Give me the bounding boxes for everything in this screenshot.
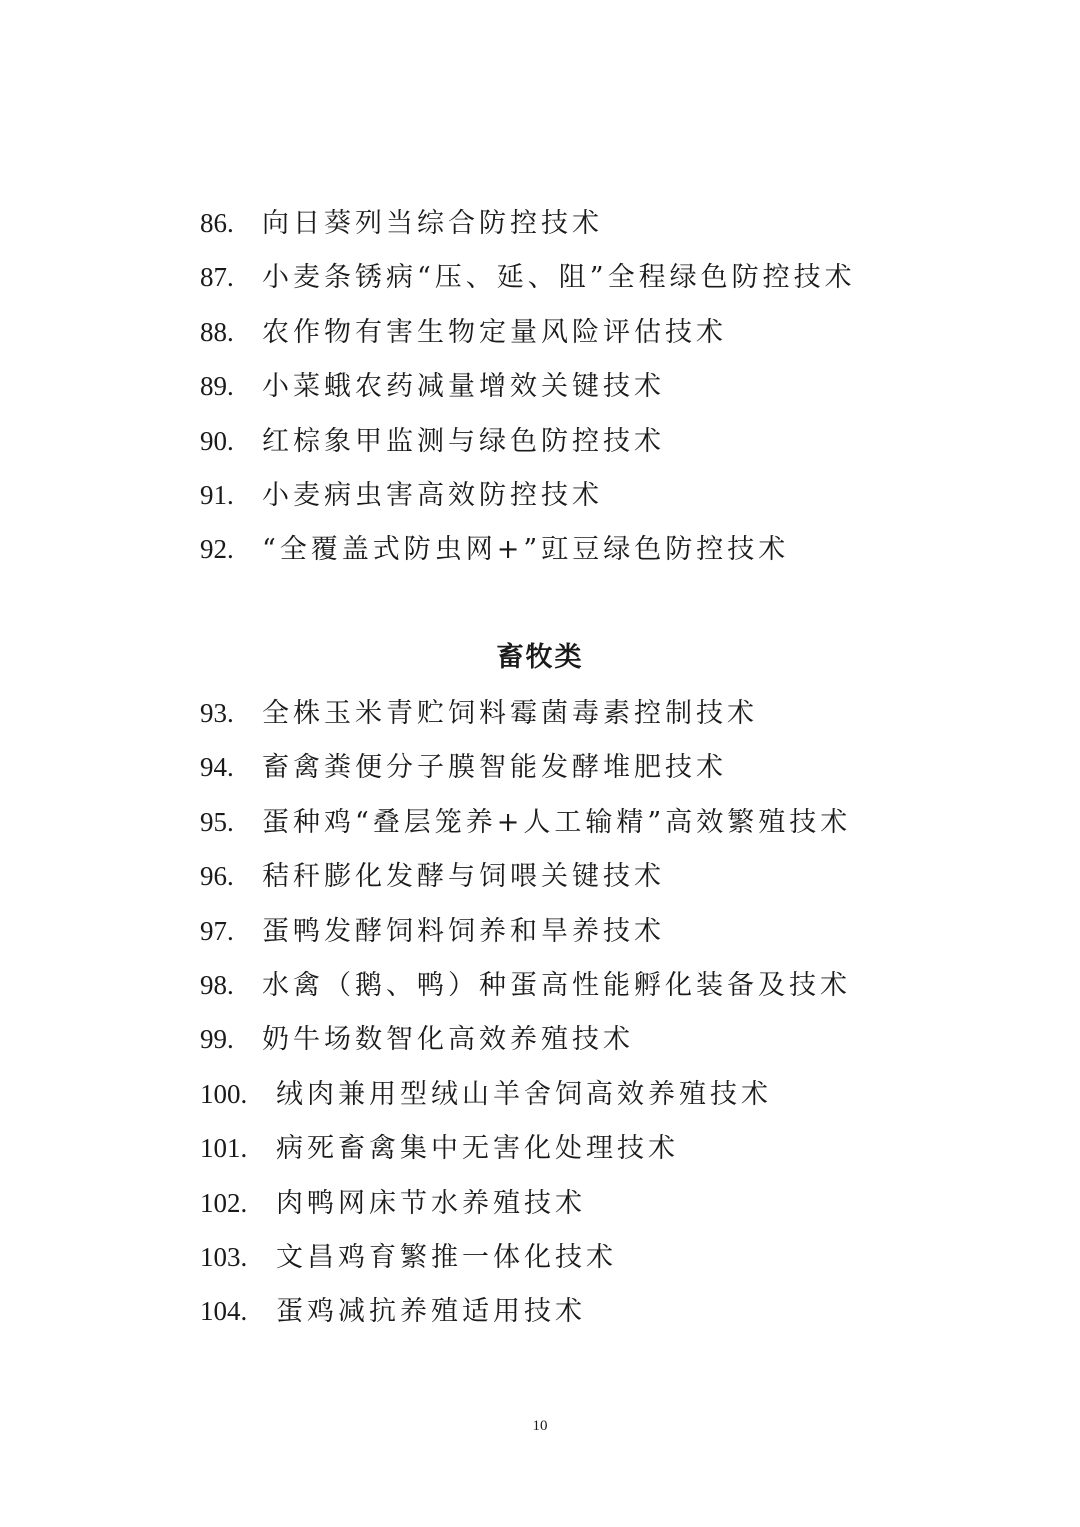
item-text: 小菜蛾农药减量增效关键技术 <box>262 371 665 403</box>
list-item <box>200 196 1000 250</box>
list-item <box>200 958 1000 1012</box>
list-item <box>200 305 1000 359</box>
list-item <box>200 1012 1000 1066</box>
item-text: 水禽（鹅、鸭）种蛋高性能孵化装备及技术 <box>262 969 851 1001</box>
item-text: 秸秆膨化发酵与饲喂关键技术 <box>262 861 665 893</box>
technology-list-livestock <box>200 686 1000 1339</box>
list-item <box>200 849 1000 903</box>
item-text: 文昌鸡育繁推一体化技术 <box>276 1241 617 1273</box>
section-heading: 畜牧类 <box>496 642 584 673</box>
list-item <box>200 359 1000 413</box>
item-text: 绒肉兼用型绒山羊舍饲高效养殖技术 <box>276 1078 772 1110</box>
item-number: 88. <box>200 316 234 347</box>
item-text: 全株玉米青贮饲料霉菌毒素控制技术 <box>262 698 758 729</box>
list-item <box>200 795 1000 849</box>
item-text: 小麦条锈病“压、延、阻”全程绿色防控技术 <box>262 262 856 294</box>
item-number: 99. <box>200 1024 234 1055</box>
page-number: 10 <box>532 1418 548 1434</box>
item-number: 102. <box>200 1187 248 1218</box>
item-text: 畜禽粪便分子膜智能发酵堆肥技术 <box>262 752 727 784</box>
list-item <box>200 1067 1000 1121</box>
item-text: 小麦病虫害高效防控技术 <box>262 479 603 511</box>
item-number: 100. <box>200 1078 248 1109</box>
list-item <box>200 1230 1000 1284</box>
item-number: 91. <box>200 479 234 510</box>
list-item <box>200 468 1000 522</box>
item-text: 红棕象甲监测与绿色防控技术 <box>262 425 665 457</box>
list-item <box>200 250 1000 304</box>
item-number: 98. <box>200 969 234 1000</box>
item-number: 103. <box>200 1241 248 1272</box>
list-item <box>200 414 1000 468</box>
item-text: 农作物有害生物定量风险评估技术 <box>262 316 727 348</box>
item-number: 92. <box>200 534 234 565</box>
list-item <box>200 740 1000 794</box>
item-number: 104. <box>200 1296 248 1327</box>
technology-list-plant-protection <box>200 196 1000 577</box>
list-item <box>200 904 1000 958</box>
item-text: 奶牛场数智化高效养殖技术 <box>262 1024 634 1056</box>
item-text: 蛋鸡减抗养殖适用技术 <box>276 1296 586 1328</box>
item-text: 蛋鸭发酵饲料饲养和旱养技术 <box>262 915 665 947</box>
item-number: 101. <box>200 1133 248 1164</box>
item-text: 肉鸭网床节水养殖技术 <box>276 1187 586 1219</box>
item-number: 89. <box>200 371 234 402</box>
item-number: 90. <box>200 425 234 456</box>
item-number: 87. <box>200 262 234 293</box>
list-item <box>200 1121 1000 1175</box>
item-text: 病死畜禽集中无害化处理技术 <box>276 1133 679 1165</box>
item-number: 95. <box>200 806 234 837</box>
item-number: 86. <box>200 208 234 238</box>
list-item <box>200 1284 1000 1338</box>
item-number: 93. <box>200 698 234 728</box>
list-item <box>200 1176 1000 1230</box>
item-number: 96. <box>200 861 234 892</box>
list-item <box>200 522 1000 576</box>
item-text: “全覆盖式防虫网+”豇豆绿色防控技术 <box>262 534 790 566</box>
item-number: 94. <box>200 752 234 783</box>
item-number: 97. <box>200 915 234 946</box>
item-text: 蛋种鸡“叠层笼养+人工输精”高效繁殖技术 <box>262 806 852 838</box>
list-item <box>200 686 1000 740</box>
item-text: 向日葵列当综合防控技术 <box>262 208 603 239</box>
